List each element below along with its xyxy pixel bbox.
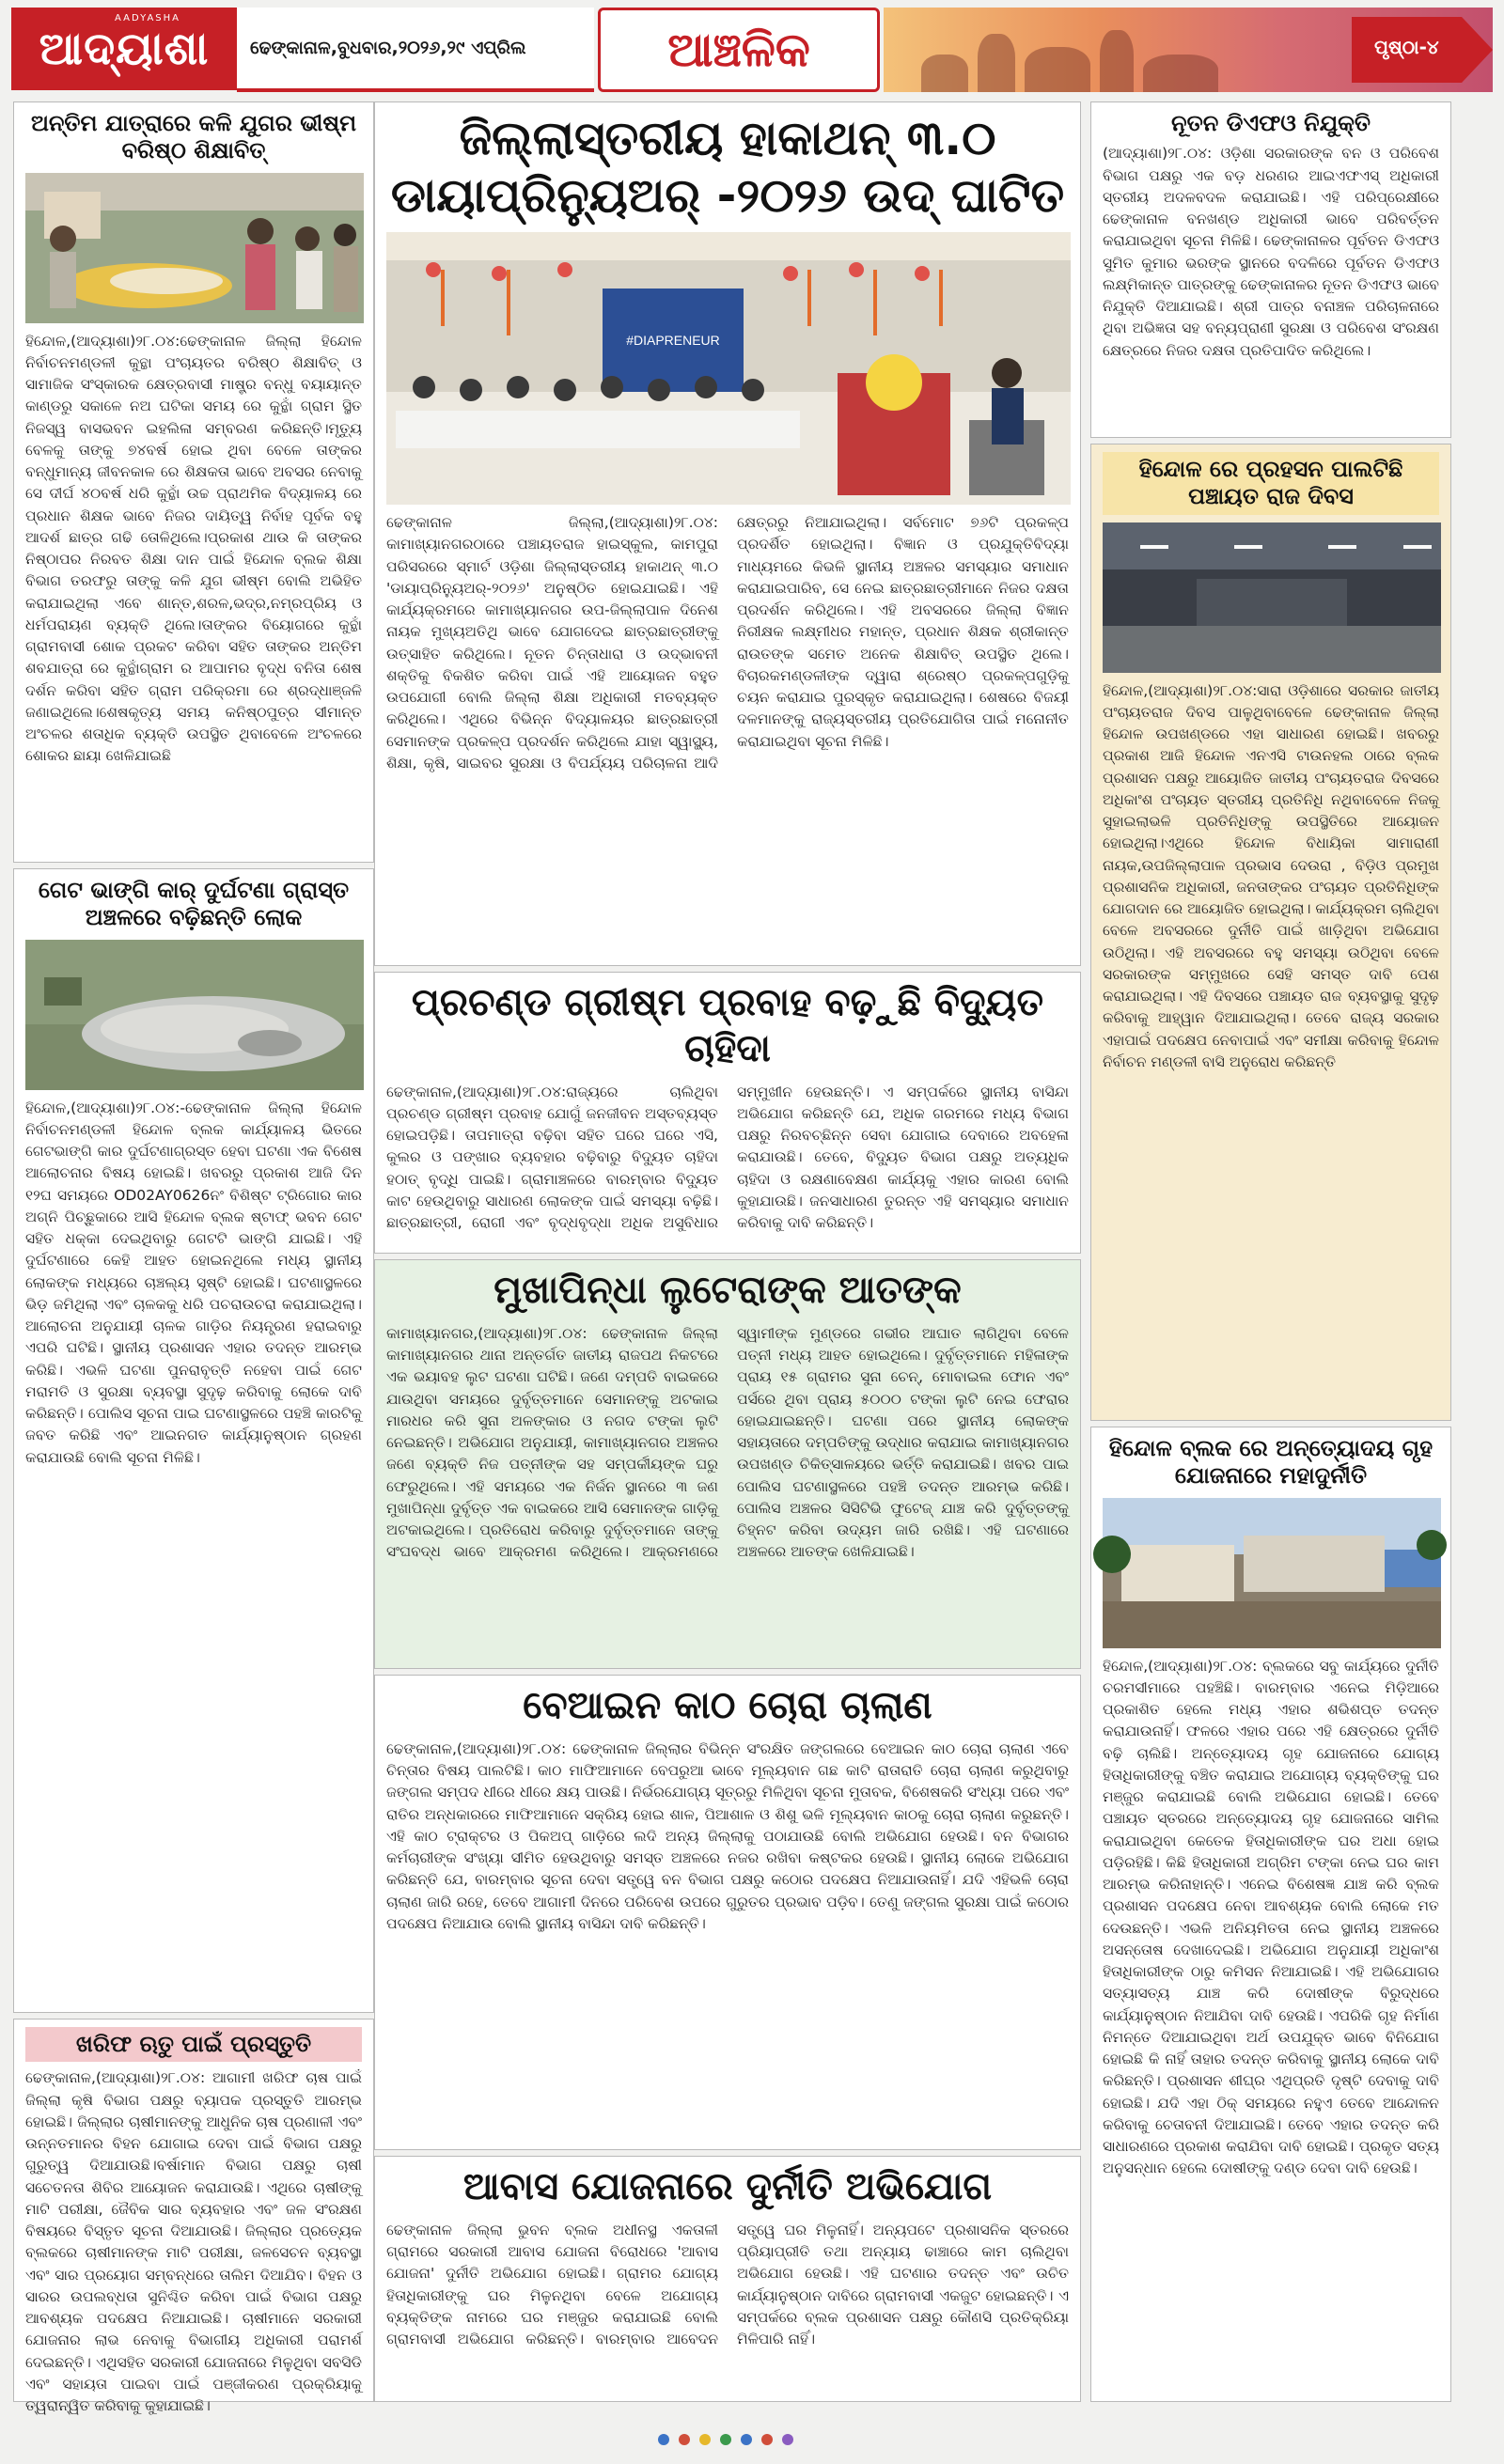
story-housing-scheme-corruption[interactable]	[374, 2156, 1081, 2402]
story-new-dfo[interactable]	[1090, 101, 1451, 438]
lead-body: ଢେଙ୍କାନାଳ ଜିଲ୍ଲା,(ଆଦ୍ୟାଶା)୨୮.୦୪: କାମାଖ୍ୟାନଗରଠାରେ ପଞ୍ଚାୟତରାଜ ହାଇସ୍କୁଲ, କାମପୁରା ପରିସରରେ ସ୍ମାର୍ଟ ଓଡ଼ିଶା ଜିଲ୍ଲାସ୍ତରୀୟ ହାକାଥନ୍ ୩.୦ 'ଡାୟାପ୍ରିନ୍ୟୁଅର୍-୨୦୨୬' ଅନୁଷ୍ଠିତ ହୋଇଯାଇଛି। ଏହି କାର୍ଯ୍ୟକ୍ରମରେ କାମାଖ୍ୟାନଗର ଉପ-ଜିଲ୍ଲାପାଳ ଦିନେଶ ନାୟକ ମୁଖ୍ୟଅତିଥି ଭାବେ ଯୋଗଦେଇ ଛାତ୍ରଛାତ୍ରୀଙ୍କୁ ଉତ୍ସାହିତ କରିଥିଲେ। ନୂତନ ଚିନ୍ତାଧାରା ଓ ଉଦ୍ଭାବନୀ ଶକ୍ତିକୁ ବିକଶିତ କରିବା ପାଇଁ ଏହି ଆୟୋଜନ ବହୁତ ଉପଯୋଗୀ ବୋଲି ଜିଲ୍ଲା ଶିକ୍ଷା ଅଧିକାରୀ ମତବ୍ୟକ୍ତ କରିଥିଲେ। ଏଥିରେ ବିଭିନ୍ନ ବିଦ୍ୟାଳୟର ଛାତ୍ରଛାତ୍ରୀ ସେମାନଙ୍କ ପ୍ରକଳ୍ପ ପ୍ରଦର୍ଶନ କରିଥିଲେ ଯାହା ସ୍ୱାସ୍ଥ୍ୟ, ଶିକ୍ଷା, କୃଷି, ସାଇବର ସୁରକ୍ଷା ଓ ବିପର୍ଯ୍ୟୟ ପରିଚାଳନା ଆଦି କ୍ଷେତ୍ରରୁ ନିଆଯାଇଥିଲା। ସର୍ବମୋଟ ୭୬ଟି ପ୍ରକଳ୍ପ ପ୍ରଦର୍ଶିତ ହୋଇଥିଲା। ବିଜ୍ଞାନ ଓ ପ୍ରଯୁକ୍ତିବିଦ୍ୟା ମାଧ୍ୟମରେ କିଭଳି ସ୍ଥାନୀୟ ଅଞ୍ଚଳର ସମସ୍ୟାର ସମାଧାନ କରାଯାଇପାରିବ, ସେ ନେଇ ଛାତ୍ରଛାତ୍ରୀମାନେ ନିଜର ଦକ୍ଷତା ପ୍ରଦର୍ଶନ କରିଥିଲେ। ଏହି ଅବସରରେ ଜିଲ୍ଲା ବିଜ୍ଞାନ ନିରୀକ୍ଷକ ଲକ୍ଷ୍ମୀଧର ମହାନ୍ତ, ପ୍ରଧାନ ଶିକ୍ଷକ ଶ୍ରୀକାନ୍ତ ରାଉତଙ୍କ ସମେତ ଅନେକ ଶିକ୍ଷାବିତ୍ ଉପସ୍ଥିତ ଥିଲେ। ବିଚାରକମଣ୍ଡଳୀଙ୍କ ଦ୍ୱାରା ଶ୍ରେଷ୍ଠ ପ୍ରକଳ୍ପଗୁଡ଼ିକୁ ଚୟନ କରାଯାଇ ପୁରସ୍କୃତ କରାଯାଇଥିଲା। ଶେଷରେ ବିଜୟୀ ଦଳମାନଙ୍କୁ ରାଜ୍ୟସ୍ତରୀୟ ପ୍ରତିଯୋଗିତା ପାଇଁ ମନୋନୀତ କରାଯାଇଥିବା ସୂଚନା ମିଳିଛି।	[386, 514, 1069, 772]
footer-dot	[761, 2434, 773, 2445]
header-banner-image	[884, 8, 1493, 92]
story-masked-robbers[interactable]	[374, 1259, 1081, 1669]
story-body: ହିନ୍ଦୋଳ,(ଆଦ୍ୟାଶା)୨୮.୦୪:ଢେଙ୍କାନାଳ ଜିଲ୍ଲା ହିନ୍ଦୋଳ ନିର୍ବାଚନମଣ୍ଡଳୀ କୁନ୍ଥା ପଂଚାୟତର ବରିଷ୍ଠ ଶିକ୍ଷାବିତ୍ ଓ ସାମାଜିକ ସଂସ୍କାରକ କ୍ଷେତ୍ରବାସୀ ମାଷ୍ଟ୍ର ବନ୍ଧୁ ବୟାୟାନ୍ତ କାଣ୍ଡରୁ ସକାଳେ ନଅ ଘଟିକା ସମୟ ରେ କୁନ୍ଥାଁ ଗ୍ରାମ ସ୍ଥିତ ନିଜସ୍ୱ ବାସଭବନ ଇହଲିଳା ସମ୍ବରଣ କରିଛନ୍ତି।ମୃତ୍ୟୁ ବେଳକୁ ତାଙ୍କୁ ୭୪ବର୍ଷ ହୋଇ ଥିବା ବେଳେ ତାଙ୍କର ବନ୍ଧୁମାନ୍ୟ ଜୀବନକାଳ ରେ ଶିକ୍ଷକତା ଭାବେ ଅବସର ନେବାକୁ ସେ ଦୀର୍ଘ ୪୦ବର୍ଷ ଧରି କୁନ୍ଥାଁ ଉଚ୍ଚ ପ୍ରାଥମିକ ବିଦ୍ୟାଳୟ ରେ ପ୍ରଧାନ ଶିକ୍ଷକ ଭାବେ ନିଜର ଦାୟିତ୍ୱ ନିର୍ବାହ ପୂର୍ବକ ବହୁ ଆଦର୍ଶ ଛାତ୍ର ଗଢି ତୋଳିଥିଲେ।ପ୍ରକାଶ ଥାଉ କି ତାଙ୍କର ନିଷ୍ଠାପର ନିରବତ ଶିକ୍ଷା ଦାନ ପାଇଁ ହିନ୍ଦୋଳ ବ୍ଲକ ଶିକ୍ଷା ବିଭାଗ ତରଫରୁ ତାଙ୍କୁ କଳି ଯୁଗ ଭୀଷ୍ମ ବୋଲି ଅଭିହିତ କରାଯାଇଥିଲା ଏବେ ଶାନ୍ତ,ଶରଳ,ଭଦ୍ର,ନମ୍ରପ୍ରିୟ ଓ ଧର୍ମପରାୟଣ ବ୍ୟକ୍ତି ଥିଲେ।ତାଙ୍କର ବିୟୋଗରେ କୁନ୍ଥାଁ ଗ୍ରାମବାସୀ ଶୋକ ପ୍ରକଟ କରିବା ସହିତ ତାଙ୍କର ଅନ୍ତିମ ଶବଯାତ୍ରା ରେ କୁନ୍ଥାଁଗ୍ରାମ ର ଆପାମର ବୃଦ୍ଧ ବନିତା ଶେଷ ଦର୍ଶନ କରିବା ସହିତ ଗ୍ରାମ ପରିକ୍ରମା ରେ ଶ୍ରଦ୍ଧାଞ୍ଜଳି ଜଣାଇଥିଲେ।ଶେଷକୃତ୍ୟ ସମୟ କନିଷ୍ଠପୁତ୍ର ସୀମାନ୍ତ ଅଂଚଳର ଶତାଧିକ ବ୍ୟକ୍ତି ଉପସ୍ଥିତ ଥିବାବେଳେ ଅଂଚଳରେ ଶୋକର ଛାୟା ଖେଳିଯାଇଛି	[25, 332, 362, 765]
story-headline: ଆବାସ ଯୋଜନାରେ ଦୁର୍ନୀତି ଅଭିଯୋଗ	[462, 2165, 993, 2208]
footer-dot	[658, 2434, 669, 2445]
story-headline: ନୂତନ ଡିଏଫଓ ନିଯୁକ୍ତି	[1171, 110, 1371, 136]
story-antyodaya-housing-scam[interactable]	[1090, 1427, 1451, 2402]
edition-dateline: ଢେଙ୍କାନାଳ,ବୁଧବାର,୨୦୨୬,୨୯ ଏପ୍ରିଲ	[237, 8, 594, 92]
page-number-arrow	[1352, 17, 1493, 83]
temple-skyline-graphic	[912, 26, 1231, 92]
story-headline: ବେଆଇନ କାଠ ଚୋରା ଚାଲାଣ	[523, 1684, 932, 1727]
footer-dot	[720, 2434, 731, 2445]
story-body: ଢେଙ୍କାନାଳ,(ଆଦ୍ୟାଶା)୨୮.୦୪:ରାଜ୍ୟରେ ଚାଲିଥିବା ପ୍ରଚଣ୍ଡ ଗ୍ରୀଷ୍ମ ପ୍ରବାହ ଯୋଗୁଁ ଜନଜୀବନ ଅସ୍ତବ୍ୟସ୍ତ ହୋଇପଡ଼ିଛି। ତାପମାତ୍ରା ବଢ଼ିବା ସହିତ ଘରେ ଘରେ ଏସି, କୁଲର ଓ ପଙ୍ଖାର ବ୍ୟବହାର ବଢ଼ିବାରୁ ବିଦ୍ୟୁତ ଚାହିଦା ହଠାତ୍ ବୃଦ୍ଧି ପାଇଛି। ଗ୍ରାମାଞ୍ଚଳରେ ବାରମ୍ବାର ବିଦ୍ୟୁତ କାଟ ହେଉଥିବାରୁ ସାଧାରଣ ଲୋକଙ୍କ ପାଇଁ ସମସ୍ୟା ବଢ଼ିଛି। ଛାତ୍ରଛାତ୍ରୀ, ରୋଗୀ ଏବଂ ବୃଦ୍ଧବୃଦ୍ଧା ଅଧିକ ଅସୁବିଧାର ସମ୍ମୁଖୀନ ହେଉଛନ୍ତି। ଏ ସମ୍ପର୍କରେ ସ୍ଥାନୀୟ ବାସିନ୍ଦା ଅଭିଯୋଗ କରିଛନ୍ତି ଯେ, ଅଧିକ ଗରମରେ ମଧ୍ୟ ବିଭାଗ ପକ୍ଷରୁ ନିରବଚ୍ଛିନ୍ନ ସେବା ଯୋଗାଇ ଦେବାରେ ଅବହେଳା କରାଯାଉଛି। ତେବେ, ବିଦ୍ୟୁତ ବିଭାଗ ପକ୍ଷରୁ ଅତ୍ୟଧିକ ଚାହିଦା ଓ ରକ୍ଷଣାବେକ୍ଷଣ କାର୍ଯ୍ୟକୁ ଏହାର କାରଣ ବୋଲି କୁହାଯାଉଛି। ଜନସାଧାରଣ ତୁରନ୍ତ ଏହି ସମସ୍ୟାର ସମାଧାନ କରିବାକୁ ଦାବି କରିଛନ୍ତି।	[386, 1083, 1069, 1232]
story-body: ହିନ୍ଦୋଳ,(ଆଦ୍ୟାଶା)୨୮.୦୪:ସାରା ଓଡ଼ିଶାରେ ସରକାର ଜାତୀୟ ପଂଚାୟତରାଜ ଦିବସ ପାଳୁଥିବାବେଳେ ଢେଙ୍କାନାଳ ଜିଲ୍ଲା ହିନ୍ଦୋଳ ଉପଖଣ୍ଡରେ ଏହା ସାଧାରଣ ହୋଇଛି। ଖବରରୁ ପ୍ରକାଶ ଆଜି ହିନ୍ଦୋଳ ଏନଏସି ଟାଉନହଲ ଠାରେ ବ୍ଲକ ପ୍ରଶାସନ ପକ୍ଷରୁ ଆୟୋଜିତ ଜାତୀୟ ପଂଚାୟତରାଜ ଦିବସରେ ଅଧିକାଂଶ ପଂଚାୟତ ସ୍ତରୀୟ ପ୍ରତିନିଧି ନଥିବାବେଳେ ନିଜକୁ ସୁହାଇଲାଭଳି ପ୍ରତିନିଧିଙ୍କୁ ଉପସ୍ଥିତିରେ ଆୟୋଜନ ହୋଇଥିଲା।ଏଥିରେ ହିନ୍ଦୋଳ ବିଧାୟିକା ସାମାରାଣୀ ନାୟକ,ଉପଜିଲ୍ଲାପାଳ ପ୍ରଭାସ ଦେଉରା , ବିଡ଼ିଓ ପ୍ରମୁଖ ପ୍ରଶାସନିକ ଅଧିକାରୀ, ଜନତାଙ୍କର ପଂଚାୟତ ପ୍ରତିନିଧିଙ୍କ ଯୋଗଦାନ ରେ ଆୟୋଜିତ ହୋଇଥିଲା। କାର୍ଯ୍ୟକ୍ରମ ଚାଲିଥିବା ବେଳେ ଅବସରରେ ଦୁର୍ନୀତି ପାଇଁ ଖାଡ଼ିଥିବା ଅଭିଯୋଗ ଉଠିଥିଲା। ଏହି ଅବସରରେ ବହୁ ସମସ୍ୟା ଉଠିଥିବା ବେଳେ ସରକାରଙ୍କ ସମ୍ମୁଖରେ ସେହି ସମସ୍ତ ଦାବି ପେଶ କରାଯାଇଥିଲା। ଏହି ଦିବସରେ ପଞ୍ଚାୟତ ରାଜ ବ୍ୟବସ୍ଥାକୁ ସୁଦୃଢ଼ କରିବାକୁ ଆହ୍ୱାନ ଦିଆଯାଇଥିଲା। ତେବେ ରାଜ୍ୟ ସରକାର ଏହାପାଇଁ ପଦକ୍ଷେପ ନେବାପାଇଁ ଏବଂ ସମୀକ୍ଷା କରିବାକୁ ହିନ୍ଦୋଳ ନିର୍ବାଚନ ମଣ୍ଡଳୀ ବାସି ଅନୁରୋଧ କରିଛନ୍ତି	[1103, 681, 1439, 1070]
logo-text: ଆଦ୍ୟାଶା	[39, 22, 210, 75]
masthead	[11, 8, 1493, 92]
damaged-gate-photo	[25, 940, 362, 1090]
story-timber-smuggling[interactable]	[374, 1675, 1081, 2150]
hackathon-event-photo	[386, 232, 1069, 505]
lead-headline: ଜିଲ୍ଲାସ୍ତରୀୟ ହାକାଥନ୍ ୩.୦ ଡାୟାପ୍ରିନ୍ୟୁଅର୍ -୨୦୨୬ ଉଦ୍ ଘାଟିତ	[390, 111, 1065, 223]
story-heatwave-power[interactable]	[374, 972, 1081, 1254]
story-body: ହିନ୍ଦୋଳ,(ଆଦ୍ୟାଶା)୨୮.୦୪:-ଢେଙ୍କାନାଳ ଜିଲ୍ଲା ହିନ୍ଦୋଳ ନିର୍ବାଚନମଣ୍ଡଳୀ ହିନ୍ଦୋଳ ବ୍ଲକ କାର୍ଯ୍ୟାଳୟ ଭିତରେ ଗେଟଭାଙ୍ଗି କାର ଦୁର୍ଘଟଣାଗ୍ରସ୍ତ ହେବା ଘଟଣା ଏକ ବିଶେଷ ଆଲୋଚନାର ବିଷୟ ହୋଇଛି। ଖବରରୁ ପ୍ରକାଶ ଆଜି ଦିନ ୧୨ଘ ସମୟରେ OD02AY0626ନଂ ବିଶିଷ୍ଟ ଟ୍ରିଗୋର କାର ଅଗ୍ନି ପିଚ୍ଛୁକାରେ ଆସି ହିନ୍ଦୋଳ ବ୍ଲକ ଷ୍ଟାଫ୍ ଭବନ ଗେଟ ସହିତ ଧକ୍କା ଦେଇଥିବାରୁ ଗେଟଟି ଭାଙ୍ଗି ଯାଇଛି। ଏହି ଦୁର୍ଘଟଣାରେ କେହି ଆହତ ହୋଇନଥିଲେ ମଧ୍ୟ ସ୍ଥାନୀୟ ଲୋକଙ୍କ ମଧ୍ୟରେ ଚାଞ୍ଚଲ୍ୟ ସୃଷ୍ଟି ହୋଇଛି। ଘଟଣାସ୍ଥଳରେ ଭିଡ଼ ଜମିଥିଲା ଏବଂ ଚାଳକକୁ ଧରି ପଚରାଉଚରା କରାଯାଇଥିଲା। ଆଲୋଚନା ଅନୁଯାୟୀ ଚାଳକ ଗାଡ଼ିର ନିୟନ୍ତ୍ରଣ ହରାଇବାରୁ ଏପରି ଘଟିଛି। ସ୍ଥାନୀୟ ପ୍ରଶାସନ ଏହାର ତଦନ୍ତ ଆରମ୍ଭ କରିଛି। ଏଭଳି ଘଟଣା ପୁନରାବୃତ୍ତି ନହେବା ପାଇଁ ଗେଟ ମରାମତି ଓ ସୁରକ୍ଷା ବ୍ୟବସ୍ଥା ସୁଦୃଢ଼ କରିବାକୁ ଲୋକେ ଦାବି କରିଛନ୍ତି। ପୋଲିସ ସୂଚନା ପାଇ ଘଟଣାସ୍ଥଳରେ ପହଞ୍ଚି କାରଟିକୁ ଜବତ କରିଛି ଏବଂ ଆଇନଗତ କାର୍ଯ୍ୟାନୁଷ୍ଠାନ ଗ୍ରହଣ କରାଯାଉଛି ବୋଲି ସୂଚନା ମିଳିଛି।	[25, 1099, 362, 1466]
story-panchayat-raj-day[interactable]	[1090, 444, 1451, 1421]
footer-dot	[782, 2434, 793, 2445]
story-headline: ପ୍ରଚଣ୍ଡ ଗ୍ରୀଷ୍ମ ପ୍ରବାହ ବଢ଼ୁଛି ବିଦ୍ୟୁତ ଚାହିଦା	[411, 981, 1044, 1070]
funeral-photo	[25, 173, 362, 323]
footer-dot	[699, 2434, 711, 2445]
story-body: ଢେଙ୍କାନାଳ,(ଆଦ୍ୟାଶା)୨୮.୦୪: ଢେଙ୍କାନାଳ ଜିଲ୍ଲାର ବିଭିନ୍ନ ସଂରକ୍ଷିତ ଜଙ୍ଗଲରେ ବେଆଇନ କାଠ ଚୋରା ଚାଲାଣ ଏବେ ଚିନ୍ତାର ବିଷୟ ପାଲଟିଛି। କାଠ ମାଫିଆମାନେ ବେପରୁଆ ଭାବେ ମୂଲ୍ୟବାନ ଗଛ କାଟି ରାତାରାତି ଚୋରା ଚାଲାଣ କରୁଥିବାରୁ ଜଙ୍ଗଲ ସମ୍ପଦ ଧୀରେ ଧୀରେ କ୍ଷୟ ପାଉଛି। ନିର୍ଭରଯୋଗ୍ୟ ସୂତ୍ରରୁ ମିଳିଥିବା ସୂଚନା ମୁତାବକ, ବିଶେଷକରି ସଂଧ୍ୟା ପରେ ଏବଂ ରାତିର ଅନ୍ଧକାରରେ ମାଫିଆମାନେ ସକ୍ରିୟ ହୋଇ ଶାଳ, ପିଆଶାଳ ଓ ଶିଶୁ ଭଳି ମୂଲ୍ୟବାନ କାଠକୁ ଚୋରା ଚାଲାଣ କରୁଛନ୍ତି। ଏହି କାଠ ଟ୍ରାକ୍ଟର ଓ ପିକଅପ୍ ଗାଡ଼ିରେ ଲଦି ଅନ୍ୟ ଜିଲ୍ଲାକୁ ପଠାଯାଉଛି ବୋଲି ଅଭିଯୋଗ ହେଉଛି। ବନ ବିଭାଗର କର୍ମଚାରୀଙ୍କ ସଂଖ୍ୟା ସୀମିତ ହେଉଥିବାରୁ ସମସ୍ତ ଅଞ୍ଚଳରେ ନଜର ରଖିବା କଷ୍ଟକର ହେଉଛି। ସ୍ଥାନୀୟ ଲୋକେ ଅଭିଯୋଗ କରିଛନ୍ତି ଯେ, ବାରମ୍ବାର ସୂଚନା ଦେବା ସତ୍ତ୍ୱେ ବନ ବିଭାଗ ପକ୍ଷରୁ କଠୋର ପଦକ୍ଷେପ ନିଆଯାଉନାହିଁ। ଯଦି ଏହିଭଳି ଚୋରା ଚାଲାଣ ଜାରି ରହେ, ତେବେ ଆଗାମୀ ଦିନରେ ପରିବେଶ ଉପରେ ଗୁରୁତର ପ୍ରଭାବ ପଡ଼ିବ। ତେଣୁ ଜଙ୍ଗଲ ସୁରକ୍ଷା ପାଇଁ କଠୋର ପଦକ୍ଷେପ ନିଆଯାଉ ବୋଲି ସ୍ଥାନୀୟ ବାସିନ୍ଦା ଦାବି କରିଛନ୍ତି।	[386, 1739, 1069, 1932]
story-body: କାମାଖ୍ୟାନଗର,(ଆଦ୍ୟାଶା)୨୮.୦୪: ଢେଙ୍କାନାଳ ଜିଲ୍ଲା କାମାଖ୍ୟାନଗର ଥାନା ଅନ୍ତର୍ଗତ ଜାତୀୟ ରାଜପଥ ନିକଟରେ ଏକ ଭୟାବହ ଲୁଟ ଘଟଣା ଘଟିଛି। ଜଣେ ଦମ୍ପତି ବାଇକରେ ଯାଉଥିବା ସମୟରେ ଦୁର୍ବୃତ୍ତମାନେ ସେମାନଙ୍କୁ ଅଟକାଇ ମାରଧର କରି ସୁନା ଅଳଙ୍କାର ଓ ନଗଦ ଟଙ୍କା ଲୁଟି ନେଇଛନ୍ତି। ଅଭିଯୋଗ ଅନୁଯାୟୀ, କାମାଖ୍ୟାନଗର ଅଞ୍ଚଳର ଜଣେ ବ୍ୟକ୍ତି ନିଜ ପତ୍ନୀଙ୍କ ସହ ସମ୍ପର୍କୀୟଙ୍କ ଘରୁ ଫେରୁଥିଲେ। ଏହି ସମୟରେ ଏକ ନିର୍ଜନ ସ୍ଥାନରେ ୩ ଜଣ ମୁଖାପିନ୍ଧା ଦୁର୍ବୃତ୍ତ ଏକ ବାଇକରେ ଆସି ସେମାନଙ୍କ ଗାଡ଼ିକୁ ଅଟକାଇଥିଲେ। ପ୍ରତିରୋଧ କରିବାରୁ ଦୁର୍ବୃତ୍ତମାନେ ତାଙ୍କୁ ସଂଘବଦ୍ଧ ଭାବେ ଆକ୍ରମଣ କରିଥିଲେ। ଆକ୍ରମଣରେ ସ୍ୱାମୀଙ୍କ ମୁଣ୍ଡରେ ଗଭୀର ଆଘାତ ଲାଗିଥିବା ବେଳେ ପତ୍ନୀ ମଧ୍ୟ ଆହତ ହୋଇଥିଲେ। ଦୁର୍ବୃତ୍ତମାନେ ମହିଳାଙ୍କ ପ୍ରାୟ ୧୫ ଗ୍ରାମର ସୁନା ଚେନ୍, ମୋବାଇଲ ଫୋନ ଏବଂ ପର୍ସରେ ଥିବା ପ୍ରାୟ ୫୦୦୦ ଟଙ୍କା ଲୁଟି ନେଇ ଫେରାର ହୋଇଯାଇଛନ୍ତି। ଘଟଣା ପରେ ସ୍ଥାନୀୟ ଲୋକଙ୍କ ସହାୟତାରେ ଦମ୍ପତିଙ୍କୁ ଉଦ୍ଧାର କରାଯାଇ କାମାଖ୍ୟାନଗର ଉପଖଣ୍ଡ ଚିକିତ୍ସାଳୟରେ ଭର୍ତ୍ତି କରାଯାଇଛି। ଖବର ପାଇ ପୋଲିସ ଘଟଣାସ୍ଥଳରେ ପହଞ୍ଚି ତଦନ୍ତ ଆରମ୍ଭ କରିଛି। ପୋଲିସ ଅଞ୍ଚଳର ସିସିଟିଭି ଫୁଟେଜ୍ ଯାଞ୍ଚ କରି ଦୁର୍ବୃତ୍ତଙ୍କୁ ଚିହ୍ନଟ କରିବା ଉଦ୍ୟମ ଜାରି ରଖିଛି। ଏହି ଘଟଣାରେ ଅଞ୍ଚଳରେ ଆତଙ୍କ ଖେଳିଯାଇଛି।	[386, 1324, 1069, 1561]
story-teacher-obituary[interactable]	[13, 101, 374, 863]
story-headline: ମୁଖାପିନ୍ଧା ଲୁଟେରାଙ୍କ ଆତଙ୍କ	[494, 1269, 962, 1312]
block-office-photo	[1103, 1498, 1439, 1648]
story-car-accident[interactable]	[13, 868, 374, 2013]
townhall-photo	[1103, 522, 1439, 673]
story-body: ହିନ୍ଦୋଳ,(ଆଦ୍ୟାଶା)୨୮.୦୪: ବ୍ଲକରେ ସବୁ କାର୍ଯ୍ୟରେ ଦୁର୍ନୀତି ଚରମସୀମାରେ ପହଞ୍ଚିଛି। ବାରମ୍ବାର ଏନେଇ ମିଡ଼ିଆରେ ପ୍ରକାଶିତ ହେଲେ ମଧ୍ୟ ଏହାର ଶଭିଶପ୍ତ ତଦନ୍ତ କରାଯାଉନାହିଁ। ଫଳରେ ଏହାର ପରେ ଏହି କ୍ଷେତ୍ରରେ ଦୁର୍ନୀତି ବଢ଼ି ଚାଲିଛି। ଅନ୍ତ୍ୟୋଦୟ ଗୃହ ଯୋଜନାରେ ଯୋଗ୍ୟ ହିତାଧିକାରୀଙ୍କୁ ବଞ୍ଚିତ କରାଯାଇ ଅଯୋଗ୍ୟ ବ୍ୟକ୍ତିଙ୍କୁ ଘର ମଞ୍ଜୁର କରାଯାଇଛି ବୋଲି ଅଭିଯୋଗ ହୋଇଛି। ତେବେ ପଞ୍ଚାୟତ ସ୍ତରରେ ଅନ୍ତ୍ୟୋଦୟ ଗୃହ ଯୋଜନାରେ ସାମିଲ କରାଯାଇଥିବା କେତେକ ହିତାଧିକାରୀଙ୍କ ଘର ଅଧା ହୋଇ ପଡ଼ିରହିଛି। କିଛି ହିତାଧିକାରୀ ଅଗ୍ରିମ ଟଙ୍କା ନେଇ ଘର କାମ ଆରମ୍ଭ କରିନାହାନ୍ତି। ଏନେଇ ବିଶେଷଜ୍ଞ ଯାଞ୍ଚ କରି ବ୍ଲକ ପ୍ରଶାସନ ପଦକ୍ଷେପ ନେବା ଆବଶ୍ୟକ ବୋଲି ଲୋକେ ମତ ଦେଉଛନ୍ତି। ଏଭଳି ଅନିୟମିତତା ନେଇ ସ୍ଥାନୀୟ ଅଞ୍ଚଳରେ ଅସନ୍ତୋଷ ଦେଖାଦେଇଛି। ଅଭିଯୋଗ ଅନୁଯାୟୀ ଅଧିକାଂଶ ହିତାଧିକାରୀଙ୍କ ଠାରୁ କମିସନ ନିଆଯାଇଛି। ଏହି ଅଭିଯୋଗର ସତ୍ୟାସତ୍ୟ ଯାଞ୍ଚ କରି ଦୋଷୀଙ୍କ ବିରୁଦ୍ଧରେ କାର୍ଯ୍ୟାନୁଷ୍ଠାନ ନିଆଯିବା ଦାବି ହେଉଛି। ଏପରିକି ଗୃହ ନିର୍ମାଣ ନିମନ୍ତେ ଦିଆଯାଇଥିବା ଅର୍ଥ ଉପଯୁକ୍ତ ଭାବେ ବିନିଯୋଗ ହୋଇଛି କି ନାହିଁ ତାହାର ତଦନ୍ତ କରିବାକୁ ସ୍ଥାନୀୟ ଲୋକେ ଦାବି କରିଛନ୍ତି। ପ୍ରଶାସନ ଶୀଘ୍ର ଏଥିପ୍ରତି ଦୃଷ୍ଟି ଦେବାକୁ ଦାବି ହୋଇଛି। ଯଦି ଏହା ଠିକ୍ ସମୟରେ ନହୁଏ ତେବେ ଆନ୍ଦୋଳନ କରିବାକୁ ଚେତାବନୀ ଦିଆଯାଇଛି। ତେବେ ଏହାର ତଦନ୍ତ କରି ସାଧାରଣରେ ପ୍ରକାଶ କରାଯିବା ଦାବି ହୋଇଛି। ପ୍ରକୃତ ସତ୍ୟ ଅନୁସନ୍ଧାନ ହେଲେ ଦୋଷୀଙ୍କୁ ଦଣ୍ଡ ଦେବା ଦାବି ହେଉଛି।	[1103, 1657, 1439, 2177]
story-kharif-preparation[interactable]	[13, 2019, 374, 2415]
story-body: ଢେଙ୍କାନାଳ ଜିଲ୍ଲା ଭୁବନ ବ୍ଲକ ଅଧୀନସ୍ଥ ଏକତାଳୀ ଗ୍ରାମରେ ସରକାରୀ ଆବାସ ଯୋଜନା ବିରୋଧରେ 'ଆବାସ ଯୋଜନା' ଦୁର୍ନୀତି ଅଭିଯୋଗ ହୋଇଛି। ଗ୍ରାମର ଯୋଗ୍ୟ ହିତାଧିକାରୀଙ୍କୁ ଘର ମିଳୁନଥିବା ବେଳେ ଅଯୋଗ୍ୟ ବ୍ୟକ୍ତିଙ୍କ ନାମରେ ଘର ମଞ୍ଜୁର କରାଯାଇଛି ବୋଲି ଗ୍ରାମବାସୀ ଅଭିଯୋଗ କରିଛନ୍ତି। ବାରମ୍ବାର ଆବେଦନ ସତ୍ତ୍ୱେ ଘର ମିଳୁନାହିଁ। ଅନ୍ୟପଟେ ପ୍ରଶାସନିକ ସ୍ତରରେ ପ୍ରିୟାପ୍ରୀତି ତଥା ଅନ୍ୟାୟ ଢାଞ୍ଚାରେ କାମ ଚାଲିଥିବା ଅଭିଯୋଗ ହେଉଛି। ଏହି ଘଟଣାର ତଦନ୍ତ ଏବଂ ଉଚିତ କାର୍ଯ୍ୟାନୁଷ୍ଠାନ ଦାବିରେ ଗ୍ରାମବାସୀ ଏକଜୁଟ ହୋଇଛନ୍ତି। ଏ ସମ୍ପର୍କରେ ବ୍ଲକ ପ୍ରଶାସନ ପକ୍ଷରୁ କୌଣସି ପ୍ରତିକ୍ରିୟା ମିଳିପାରି ନାହିଁ।	[386, 2221, 1069, 2348]
story-headline: ହିନ୍ଦୋଳ ରେ ପ୍ରହସନ ପାଲଟିଛି ପଞ୍ଚାୟତ ରାଜ ଦିବସ	[1103, 452, 1439, 515]
story-headline: ଗେଟ ଭାଙ୍ଗି କାର୍ ଦୁର୍ଘଟଣା ଗ୍ରାସ୍ତ ଅଞ୍ଚଳରେ ବଢ଼ିଛନ୍ତି ଲୋକ	[38, 877, 350, 931]
logo-subtitle: AADYASHA	[115, 13, 180, 23]
event-banner-text: #DIAPRENEUR	[626, 333, 720, 348]
page-number: ପୃଷ୍ଠା-୪	[1374, 36, 1439, 58]
story-body: (ଆଦ୍ୟାଶା)୨୮.୦୪: ଓଡ଼ିଶା ସରକାରଙ୍କ ବନ ଓ ପରିବେଶ ବିଭାଗ ପକ୍ଷରୁ ଏକ ବଡ଼ ଧରଣର ଆଇଏଫଏସ୍ ଅଧିକାରୀ ସ୍ତରୀୟ ଅଦଳବଦଳ କରାଯାଇଛି। ଏହି ପରିପ୍ରେକ୍ଷୀରେ ଢେଙ୍କାନାଳ ବନଖଣ୍ଡ ଅଧିକାରୀ ଭାବେ ପରିବର୍ତ୍ତନ କରାଯାଇଥିବା ସୂଚନା ମିଳିଛି। ଢେଙ୍କାନାଳର ପୂର୍ବତନ ଡିଏଫଓ ସୁମିତ କୁମାର ଭରଙ୍କ ସ୍ଥାନରେ ବଦଳିରେ ପୂର୍ବତନ ଡିଏଫଓ ଲକ୍ଷ୍ମିକାନ୍ତ ପାତ୍ରଙ୍କୁ ଢେଙ୍କାନାଳର ନୂତନ ଡିଏଫଓ ଭାବେ ନିଯୁକ୍ତି ଦିଆଯାଇଛି। ଶ୍ରୀ ପାତ୍ର ବନାଞ୍ଚଳ ପରିଚାଳନାରେ ଥିବା ଅଭିଜ୍ଞତା ସହ ବନ୍ୟପ୍ରାଣୀ ସୁରକ୍ଷା ଓ ପରିବେଶ ସଂରକ୍ଷଣ କ୍ଷେତ୍ରରେ ନିଜର ଦକ୍ଷତା ପ୍ରତିପାଦିତ କରିଥିଲେ।	[1103, 145, 1439, 359]
story-body: ଢେଙ୍କାନାଳ,(ଆଦ୍ୟାଶା)୨୮.୦୪: ଆଗାମୀ ଖରିଫ ଚାଷ ପାଇଁ ଜିଲ୍ଲା କୃଷି ବିଭାଗ ପକ୍ଷରୁ ବ୍ୟାପକ ପ୍ରସ୍ତୁତି ଆରମ୍ଭ ହୋଇଛି। ଜିଲ୍ଲାର ଚାଷୀମାନଙ୍କୁ ଆଧୁନିକ ଚାଷ ପ୍ରଣାଳୀ ଏବଂ ଉନ୍ନତମାନର ବିହନ ଯୋଗାଇ ଦେବା ପାଇଁ ବିଭାଗ ପକ୍ଷରୁ ଗୁରୁତ୍ୱ ଦିଆଯାଉଛି।ବର୍ଷାମାନ ବିଭାଗ ପକ୍ଷରୁ ଚାଷୀ ସଚେତନତା ଶିବିର ଆୟୋଜନ କରାଯାଉଛି। ଏଥିରେ ଚାଷୀଙ୍କୁ ମାଟି ପରୀକ୍ଷା, ଜୈବିକ ସାର ବ୍ୟବହାର ଏବଂ ଜଳ ସଂରକ୍ଷଣ ବିଷୟରେ ବିସ୍ତୃତ ସୂଚନା ଦିଆଯାଉଛି। ଜିଲ୍ଲାର ପ୍ରତ୍ୟେକ ବ୍ଲକରେ ଚାଷୀମାନଙ୍କ ମାଟି ପରୀକ୍ଷା, ଜଳସେଚନ ବ୍ୟବସ୍ଥା ଏବଂ ସାର ପ୍ରୟୋଗ ସମ୍ବନ୍ଧରେ ତାଲିମ ଦିଆଯିବ। ବିହନ ଓ ସାରର ଉପଲବ୍ଧତା ସୁନିଶ୍ଚିତ କରିବା ପାଇଁ ବିଭାଗ ପକ୍ଷରୁ ଆବଶ୍ୟକ ପଦକ୍ଷେପ ନିଆଯାଇଛି। ଚାଷୀମାନେ ସରକାରୀ ଯୋଜନାର ଲାଭ ନେବାକୁ ବିଭାଗୀୟ ଅଧିକାରୀ ପରାମର୍ଶ ଦେଇଛନ୍ତି। ଏଥିସହିତ ସରକାରୀ ଯୋଜନାରେ ମିଳୁଥିବା ସବସିଡି ଏବଂ ସହାୟତା ପାଇବା ପାଇଁ ପଞ୍ଜୀକରଣ ପ୍ରକ୍ରିୟାକୁ ତ୍ୱରାନ୍ୱିତ କରିବାକୁ କୁହାଯାଇଛି।	[25, 2069, 362, 2415]
story-hackathon-lead[interactable]	[374, 101, 1081, 966]
story-headline: ହିନ୍ଦୋଳ ବ୍ଲକ ରେ ଅନ୍ତ୍ୟୋଦୟ ଗୃହ ଯୋଜନାରେ ମହାଦୁର୍ନୀତି	[1108, 1435, 1434, 1489]
story-headline: ଖରିଫ ଋତୁ ପାଇଁ ପ୍ରସ୍ତୁତି	[25, 2027, 362, 2062]
footer-color-dots	[658, 2434, 793, 2445]
section-title: ଆଞ୍ଚଳିକ	[598, 8, 880, 92]
footer-dot	[679, 2434, 690, 2445]
newspaper-logo[interactable]	[11, 8, 237, 90]
footer-dot	[741, 2434, 752, 2445]
story-headline: ଅନ୍ତିମ ଯାତ୍ରାରେ କଳି ଯୁଗର ଭୀଷ୍ମ ବରିଷ୍ଠ ଶିକ୍ଷାବିତ୍	[30, 110, 357, 164]
